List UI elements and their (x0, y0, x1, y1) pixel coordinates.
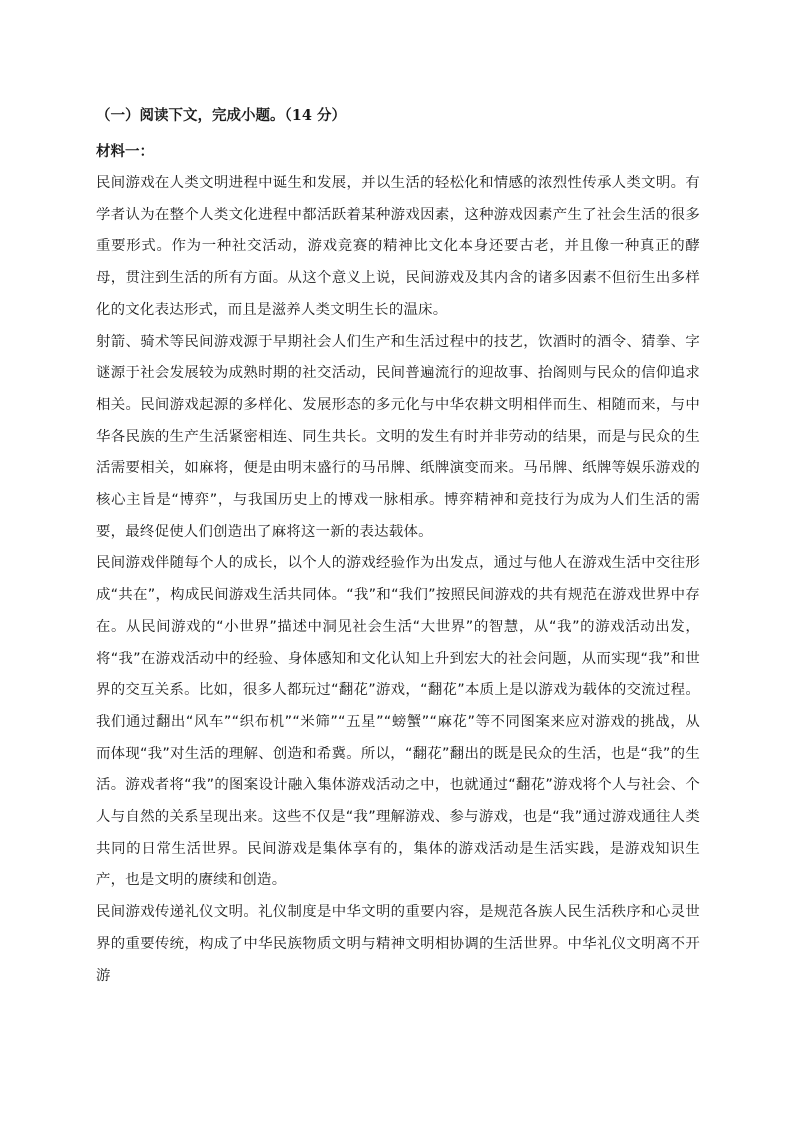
paragraph-2: 射箭、骑术等民间游戏源于早期社会人们生产和生活过程中的技艺，饮酒时的酒令、猜拳、字谜源于社会发展较为成熟时期的社交活动，民间普遍流行的迎故事、抬阁则与民众的信仰追求相关。民间游戏起源的多样化、发展形态的多元化与中华农耕文明相伴而生、相随而来，与中华各民族的生产生活紧密相连、同生共长。文明的发生有时并非劳动的结果，而是与民众的生活需要相关，如麻将，便是由明末盛行的马吊牌、纸牌演变而来。马吊牌、纸牌等娱乐游戏的核心主旨是“博弈”，与我国历史上的博戏一脉相承。博弈精神和竞技行为成为人们生活的需要，最终促使人们创造出了麻将这一新的表达载体。 (96, 333, 700, 540)
section-heading: （一）阅读下文，完成小题。（14 分） (96, 107, 346, 124)
paragraph-1: 民间游戏在人类文明进程中诞生和发展，并以生活的轻松化和情感的浓烈性传承人类文明。有学者认为在整个人类文化进程中都活跃着某种游戏因素，这种游戏因素产生了社会生活的很多重要形式。作为一种社交活动，游戏竞赛的精神比文化本身还要古老，并且像一种真正的酵母，贯注到生活的所有方面。从这个意义上说，民间游戏及其内含的诸多因素不但衍生出多样化的文化表达形式，而且是滋养人类文明生长的温床。 (96, 175, 700, 318)
paragraph-4: 民间游戏传递礼仪文明。礼仪制度是中华文明的重要内容，是规范各族人民生活秩序和心灵世界的重要传统，构成了中华民族物质文明与精神文明相协调的生活世界。中华礼仪文明离不开游 (96, 904, 700, 984)
paragraph-3: 民间游戏伴随每个人的成长，以个人的游戏经验作为出发点，通过与他人在游戏生活中交往形成“共在”，构成民间游戏生活共同体。“我”和“我们”按照民间游戏的共有规范在游戏世界中存在。从民间游戏的“小世界”描述中洞见社会生活“大世界”的智慧，从“我”的游戏活动出发，将“我”在游戏活动中的经验、身体感知和文化认知上升到宏大的社会问题，从而实现“我”和世界的交互关系。比如，很多人都玩过“翻花”游戏，“翻花”本质上是以游戏为载体的交流过程。我们通过翻出“风车”“织布机”“米筛”“五星”“螃蟹”“麻花”等不同图案来应对游戏的挑战，从而体现“我”对生活的理解、创造和希冀。所以，“翻花”翻出的既是民众的生活，也是“我”的生活。游戏者将“我”的图案设计融入集体游戏活动之中，也就通过“翻花”游戏将个人与社会、个人与自然的关系呈现出来。这些不仅是“我”理解游戏、参与游戏，也是“我”通过游戏通往人类共同的日常生活世界。民间游戏是集体享有的，集体的游戏活动是生活实践，是游戏知识生产，也是文明的赓续和创造。 (96, 555, 700, 889)
material-label: 材料一： (96, 143, 154, 160)
document-content (96, 102, 700, 992)
